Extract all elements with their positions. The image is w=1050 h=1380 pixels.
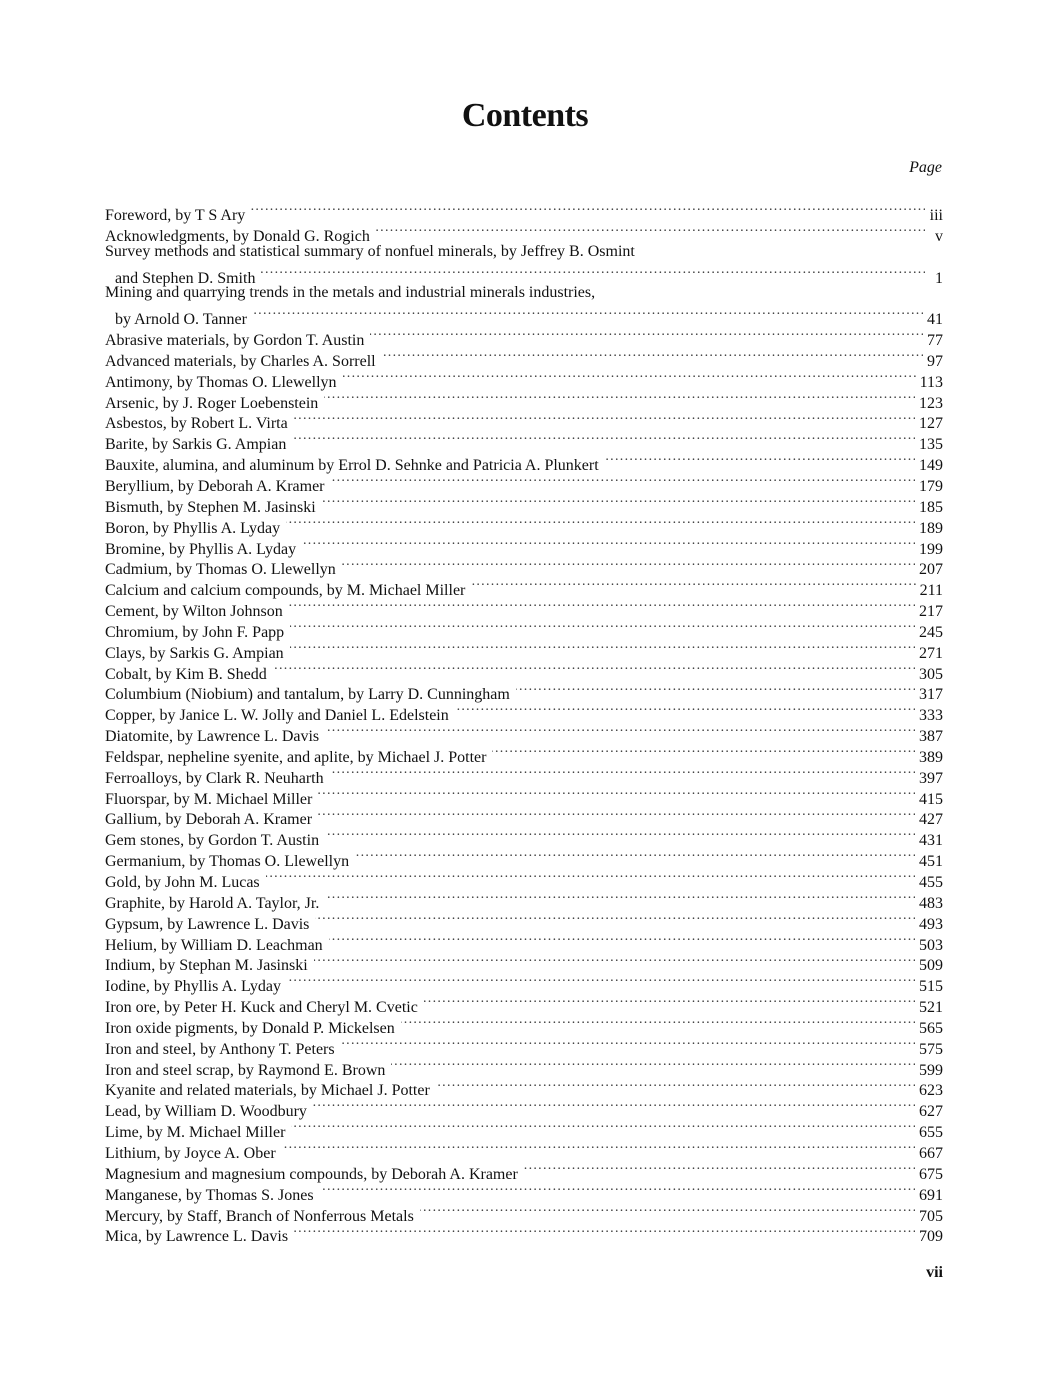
dot-leader: [302, 534, 915, 554]
dot-leader: [287, 971, 915, 991]
toc-entry-title: Ferroalloys, by Clark R. Neuharth: [105, 769, 324, 787]
dot-leader: [605, 450, 915, 470]
toc-entry: [105, 242, 943, 287]
toc-entry-page-number: 509: [919, 957, 943, 975]
toc-entry-title: Barite, by Sarkis G. Ampian: [105, 436, 287, 454]
toc-entry-page-number: 41: [927, 311, 943, 329]
toc-entry-title: Bismuth, by Stephen M. Jasinski: [105, 498, 316, 516]
toc-entry-page-number: 623: [919, 1082, 943, 1100]
dot-leader: [455, 700, 915, 720]
toc-entry-title: Advanced materials, by Charles A. Sorrell: [105, 352, 376, 370]
toc-entry-page-number: 599: [919, 1061, 943, 1079]
toc-entry-page-number: 77: [927, 332, 943, 350]
toc-entry-title: Helium, by William D. Leachman: [105, 936, 323, 954]
dot-leader: [315, 909, 915, 929]
toc-entry-page-number: 127: [919, 415, 943, 433]
toc-entry-page-number: 317: [919, 686, 943, 704]
dot-leader: [471, 575, 915, 595]
toc-entry-title: Diatomite, by Lawrence L. Davis: [105, 728, 320, 746]
toc-entry-page-number: 691: [919, 1186, 943, 1204]
dot-leader: [286, 513, 915, 533]
toc-entry-title: Asbestos, by Robert L. Virta: [105, 415, 288, 433]
toc-entry-title: Mining and quarrying trends in the metals and industrial minerals industries,: [105, 284, 596, 302]
toc-entry-page-number: 389: [919, 748, 943, 766]
dot-leader: [292, 429, 915, 449]
toc-entry-page-number: 135: [919, 436, 943, 454]
toc-entry-title: Acknowledgments, by Donald G. Rogich: [105, 227, 370, 245]
dot-leader: [253, 304, 923, 324]
dot-leader: [341, 1034, 915, 1054]
toc-entry-page-number: 415: [919, 790, 943, 808]
toc-entry-title: and Stephen D. Smith: [115, 269, 256, 287]
page-title: Contents: [461, 97, 589, 134]
dot-leader: [420, 1201, 915, 1221]
toc-entry-line: [105, 283, 943, 304]
toc-entry-title: Mica, by Lawrence L. Davis: [105, 1228, 289, 1246]
dot-leader: [320, 1180, 915, 1200]
dot-leader: [330, 763, 915, 783]
dot-leader: [424, 992, 915, 1012]
toc-entry-title: Gold, by John M. Lucas: [105, 874, 260, 891]
toc-entry-title: Iron and steel scrap, by Raymond E. Brown: [105, 1061, 386, 1079]
dot-leader: [266, 867, 915, 887]
dot-leader: [294, 408, 915, 428]
toc-entry-page-number: 387: [919, 728, 943, 746]
toc-entry-line: [105, 242, 943, 263]
dot-leader: [325, 825, 915, 845]
dot-leader: [313, 1096, 915, 1116]
toc-entry-page-number: 521: [919, 999, 943, 1017]
dot-leader: [382, 346, 923, 366]
toc-entry-page-number: 575: [919, 1040, 943, 1058]
toc-entry-page-number: 113: [919, 373, 943, 391]
dot-leader: [436, 1075, 915, 1095]
toc-entry-page-number: 455: [919, 874, 943, 891]
toc-entry-page-number: 149: [919, 457, 943, 475]
toc-entry-page-number: iii: [929, 207, 943, 224]
toc-entry-title: Lime, by M. Michael Miller: [105, 1124, 286, 1142]
toc-entry-title: Antimony, by Thomas O. Llewellyn: [105, 373, 337, 391]
toc-entry-title: Copper, by Janice L. W. Jolly and Daniel L. Edelstein: [105, 707, 449, 725]
toc-entry-page-number: 397: [919, 769, 943, 787]
toc-entry-title: Indium, by Stephan M. Jasinski: [105, 957, 308, 975]
toc-entry-page-number: 305: [919, 665, 943, 683]
toc-entry-title: Mercury, by Staff, Branch of Nonferrous Metals: [105, 1207, 414, 1225]
toc-entry-line: [105, 263, 943, 287]
dot-leader: [524, 1159, 915, 1179]
toc-entry-page-number: 189: [919, 519, 943, 537]
dot-leader: [355, 846, 915, 866]
dot-leader: [376, 221, 925, 241]
toc-entry-page-number: 655: [919, 1124, 943, 1142]
dot-leader: [273, 659, 915, 679]
toc-entry-title: Lithium, by Joyce A. Ober: [105, 1144, 276, 1162]
toc-entry-title: Germanium, by Thomas O. Llewellyn: [105, 853, 350, 871]
footer-page-number: vii: [926, 1264, 943, 1281]
toc-entry-title: Cobalt, by Kim B. Shedd: [105, 665, 267, 683]
toc-entry-page-number: 427: [919, 811, 943, 829]
toc-entry-page-number: 185: [919, 498, 943, 516]
toc-entry-title: Kyanite and related materials, by Michael J. Potter: [105, 1082, 430, 1100]
toc-entry-title: Feldspar, nepheline syenite, and aplite, by Michael J. Potter: [105, 748, 487, 766]
toc-entry-page-number: 503: [919, 936, 943, 954]
toc-entry-title: Abrasive materials, by Gordon T. Austin: [105, 332, 365, 350]
toc-entry-page-number: 431: [919, 832, 943, 850]
toc-entry-page-number: 97: [927, 352, 943, 370]
toc-entry-page-number: 483: [919, 894, 943, 912]
toc-entry-title: Manganese, by Thomas S. Jones: [105, 1186, 314, 1204]
toc-entry-title: Iron ore, by Peter H. Kuck and Cheryl M. Cvetic: [105, 999, 418, 1017]
dot-leader: [324, 388, 915, 408]
toc-entry-page-number: 123: [919, 394, 943, 412]
toc-entry-title: Arsenic, by J. Roger Loebenstein: [105, 394, 319, 412]
toc-entry-title: Magnesium and magnesium compounds, by Deborah A. Kramer: [105, 1165, 518, 1183]
toc-entry-page-number: 627: [919, 1103, 943, 1121]
toc-entry-title: Fluorspar, by M. Michael Miller: [105, 790, 313, 808]
dot-leader: [314, 950, 915, 970]
toc-entry-page-number: 245: [919, 623, 943, 641]
dot-leader: [282, 1138, 915, 1158]
toc-entry-page-number: 179: [919, 477, 943, 495]
toc-entry-title: Iron oxide pigments, by Donald P. Mickelsen: [105, 1019, 395, 1037]
dot-leader: [289, 596, 915, 616]
toc-entry-line: [105, 304, 943, 329]
dot-leader: [251, 200, 925, 220]
toc-entry-page-number: 709: [919, 1228, 943, 1246]
toc-entry-title: Chromium, by John F. Papp: [105, 623, 285, 641]
toc-entry-title: Calcium and calcium compounds, by M. Michael Miller: [105, 582, 466, 600]
dot-leader: [401, 1013, 915, 1033]
toc-entry-page-number: 667: [919, 1144, 943, 1162]
dot-leader: [290, 617, 915, 637]
dot-leader: [318, 784, 915, 804]
dot-leader: [325, 721, 915, 741]
dot-leader: [291, 1117, 915, 1137]
toc-entry-page-number: 333: [919, 707, 943, 725]
toc-entry-title: Cadmium, by Thomas O. Llewellyn: [105, 561, 336, 579]
toc-entry-title: Beryllium, by Deborah A. Kramer: [105, 477, 325, 495]
toc-entry-title: Boron, by Phyllis A. Lyday: [105, 519, 281, 537]
dot-leader: [342, 554, 915, 574]
dot-leader: [516, 679, 915, 699]
toc-entry-title: Cement, by Wilton Johnson: [105, 603, 283, 621]
toc-entry-page-number: 271: [919, 644, 943, 662]
toc-entry-page-number: 211: [919, 582, 943, 600]
toc-entry-title: Gem stones, by Gordon T. Austin: [105, 832, 320, 850]
toc-entry-line: [105, 200, 943, 224]
dot-leader: [290, 638, 915, 658]
dot-leader: [343, 367, 916, 387]
toc-entry-title: Gallium, by Deborah A. Kramer: [105, 811, 313, 829]
page-column-label: Page: [909, 159, 942, 176]
toc-entry-page-number: 565: [919, 1019, 943, 1037]
table-of-contents: [105, 200, 943, 1246]
dot-leader: [322, 492, 915, 512]
toc-entry-title: Columbium (Niobium) and tantalum, by Larry D. Cunningham: [105, 686, 510, 704]
toc-entry-title: by Arnold O. Tanner: [115, 311, 247, 329]
toc-entry-page-number: 451: [919, 853, 943, 871]
toc-entry-page-number: 199: [919, 540, 943, 558]
toc-entry-title: Bromine, by Phyllis A. Lyday: [105, 540, 297, 558]
toc-entry-title: Survey methods and statistical summary of nonfuel minerals, by Jeffrey B. Osmint: [105, 242, 635, 260]
toc-entry-page-number: 675: [919, 1165, 943, 1183]
toc-entry-page-number: 705: [919, 1207, 943, 1225]
dot-leader: [325, 888, 915, 908]
toc-entry-title: Iron and steel, by Anthony T. Peters: [105, 1040, 335, 1058]
toc-entry-title: Gypsum, by Lawrence L. Davis: [105, 915, 310, 933]
toc-entry-page-number: 217: [919, 603, 943, 621]
toc-entry-page-number: 515: [919, 978, 943, 996]
dot-leader: [492, 742, 915, 762]
toc-entry-title: Foreword, by T S Ary: [105, 207, 246, 224]
toc-entry-title: Lead, by William D. Woodbury: [105, 1103, 307, 1121]
toc-entry: [105, 200, 943, 224]
dot-leader: [370, 325, 923, 345]
dot-leader: [329, 930, 915, 950]
dot-leader: [331, 471, 916, 491]
dot-leader: [294, 1221, 915, 1241]
toc-entry-page-number: 1: [935, 269, 943, 287]
toc-entry-page-number: v: [935, 227, 943, 245]
dot-leader: [318, 804, 915, 824]
toc-entry-page-number: 207: [919, 561, 943, 579]
toc-entry-page-number: 493: [919, 915, 943, 933]
toc-entry-title: Iodine, by Phyllis A. Lyday: [105, 978, 281, 996]
dot-leader: [391, 1055, 915, 1075]
dot-leader: [261, 263, 925, 283]
toc-entry-title: Graphite, by Harold A. Taylor, Jr.: [105, 894, 320, 912]
toc-entry-title: Clays, by Sarkis G. Ampian: [105, 644, 284, 662]
toc-entry: [105, 283, 943, 329]
toc-entry-title: Bauxite, alumina, and aluminum by Errol D. Sehnke and Patricia A. Plunkert: [105, 457, 599, 475]
